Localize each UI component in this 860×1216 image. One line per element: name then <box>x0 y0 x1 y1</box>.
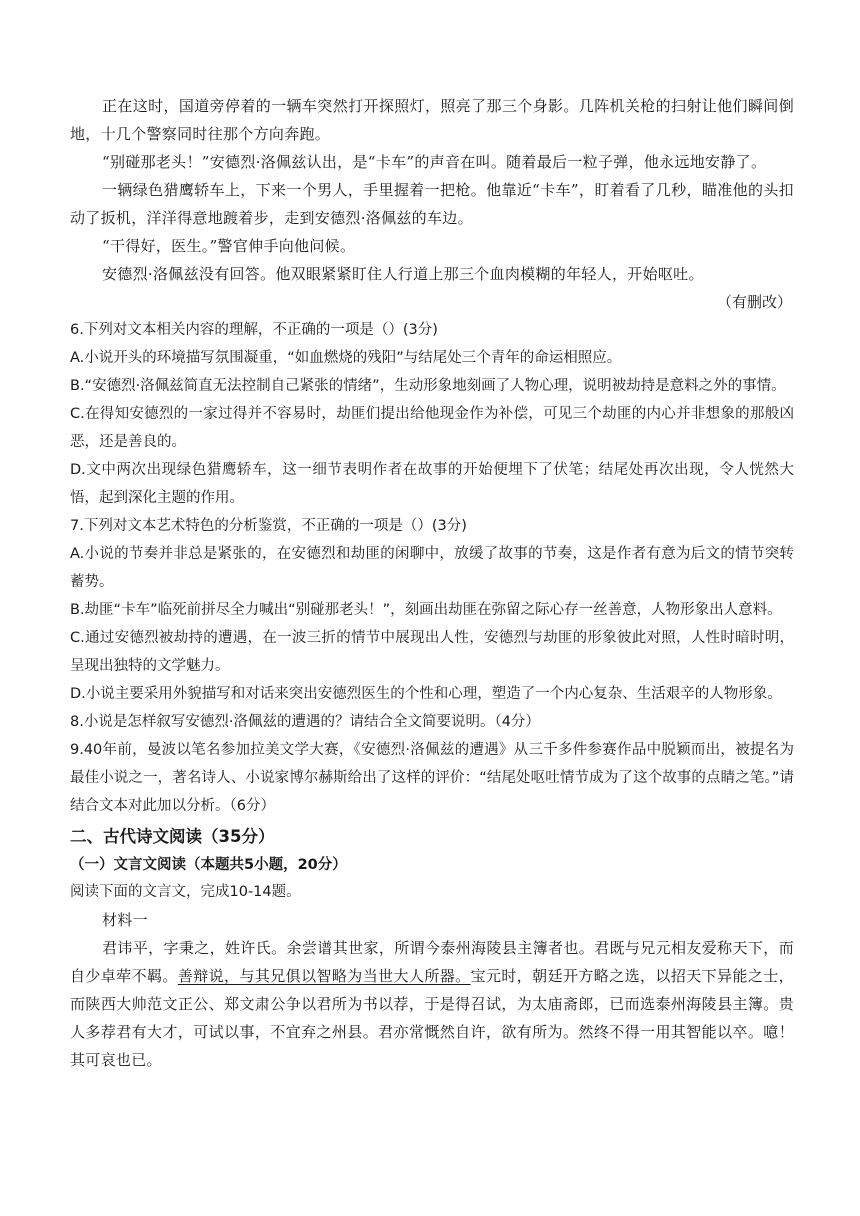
material-label: 材料一 <box>102 911 148 929</box>
classical-text-part-a: 君讳平，字秉之，姓许氏。余尝谱其世家，所谓今泰州海陵县主簿者也。君既与兄元相友爱称天下，而自少卓荦不羁。 <box>70 939 794 985</box>
source-note: （有删改） <box>716 293 792 311</box>
section-heading: 二、古代诗文阅读（35分） <box>70 827 275 846</box>
story-paragraph: “别碰那老头！”安德烈·洛佩兹认出，是“卡车”的声音在叫。随着最后一粒子弹，他永远地安静了。 <box>102 153 767 171</box>
question-7: 7.下列对文本艺术特色的分析鉴赏，不正确的一项是（）(3分) <box>70 518 467 534</box>
question-6-option-d: D.文中两次出现绿色猎鹰轿车，这一细节表明作者在故事的开始便埋下了伏笔；结尾处再次出现，令人恍然大悟，起到深化主题的作用。 <box>70 462 794 506</box>
classical-text <box>70 934 794 1074</box>
reading-instruction: 阅读下面的文言文，完成10-14题。 <box>70 884 301 900</box>
story-paragraph: 正在这时，国道旁停着的一辆车突然打开探照灯，照亮了那三个身影。几阵机关枪的扫射让他们瞬间倒地，十几个警察同时往那个方向奔跑。 <box>70 97 794 143</box>
question-7-option-d: D.小说主要采用外貌描写和对话来突出安德烈医生的个性和心理，塑造了一个内心复杂、生活艰辛的人物形象。 <box>70 686 782 702</box>
question-6-option-c: C.在得知安德烈的一家过得并不容易时，劫匪们提出给他现金作为补偿，可见三个劫匪的内心并非想象的那般凶恶，还是善良的。 <box>70 406 794 450</box>
question-6-option-a: A.小说开头的环境描写氛围凝重，“如血燃烧的残阳”与结尾处三个青年的命运相照应。 <box>70 350 622 366</box>
question-7-option-c: C.通过安德烈被劫持的遭遇，在一波三折的情节中展现出人性，安德烈与劫匪的形象彼此对照，人性时暗时明，呈现出独特的文学魅力。 <box>70 630 794 674</box>
question-9: 9.40年前，曼波以笔名参加拉美文学大赛，《安德烈·洛佩兹的遭遇》从三千多件参赛作品中脱颖而出，被提名为最佳小说之一，著名诗人、小说家博尔赫斯给出了这样的评价：“结尾处呕吐情节成为了这个故事的点睛之笔。”请结合文本对此加以分析。（6分） <box>70 742 794 814</box>
story-paragraph: “干得好，医生。”警官伸手向他问候。 <box>102 237 356 255</box>
story-paragraph: 一辆绿色猎鹰轿车上，下来一个男人，手里握着一把枪。他靠近“卡车”，盯着看了几秒，瞄准他的头扣动了扳机，洋洋得意地踱着步，走到安德烈·洛佩兹的车边。 <box>70 181 794 227</box>
question-6-option-b: B.“安德烈·洛佩兹简直无法控制自己紧张的情绪”，生动形象地刻画了人物心理，说明被劫持是意料之外的事情。 <box>70 378 786 394</box>
subsection-heading: （一）文言文阅读（本题共5小题，20分） <box>70 857 347 873</box>
question-6: 6.下列对文本相关内容的理解，不正确的一项是（）(3分) <box>70 322 438 338</box>
question-8: 8.小说是怎样叙写安德烈·洛佩兹的遭遇的？请结合全文简要说明。（4分） <box>70 714 540 730</box>
question-7-option-b: B.劫匪“卡车”临死前拼尽全力喊出“别碰那老头！”，刻画出劫匪在弥留之际心存一丝善意，人物形象出人意料。 <box>70 602 782 618</box>
underlined-sentence: 善辩说，与其兄俱以智略为当世大人所器。 <box>177 967 471 985</box>
story-paragraph: 安德烈·洛佩兹没有回答。他双眼紧紧盯住人行道上那三个血肉模糊的年轻人，开始呕吐。 <box>102 265 704 283</box>
classical-text-part-b: 宝元时，朝廷开方略之选，以招天下异能之士，而陕西大帅范文正公、郑文肃公争以君所为书以荐，于是得召试，为太庙斋郎，已而选泰州海陵县主簿。贵人多荐君有大才，可试以事，不宜弃之州县。君亦常慨然自许，欲有所为。然终不得一用其智能以卒。噫！其可哀也已。 <box>70 967 794 1069</box>
question-7-option-a: A.小说的节奏并非总是紧张的，在安德烈和劫匪的闲聊中，放缓了故事的节奏，这是作者有意为后文的情节突转蓄势。 <box>70 546 794 590</box>
